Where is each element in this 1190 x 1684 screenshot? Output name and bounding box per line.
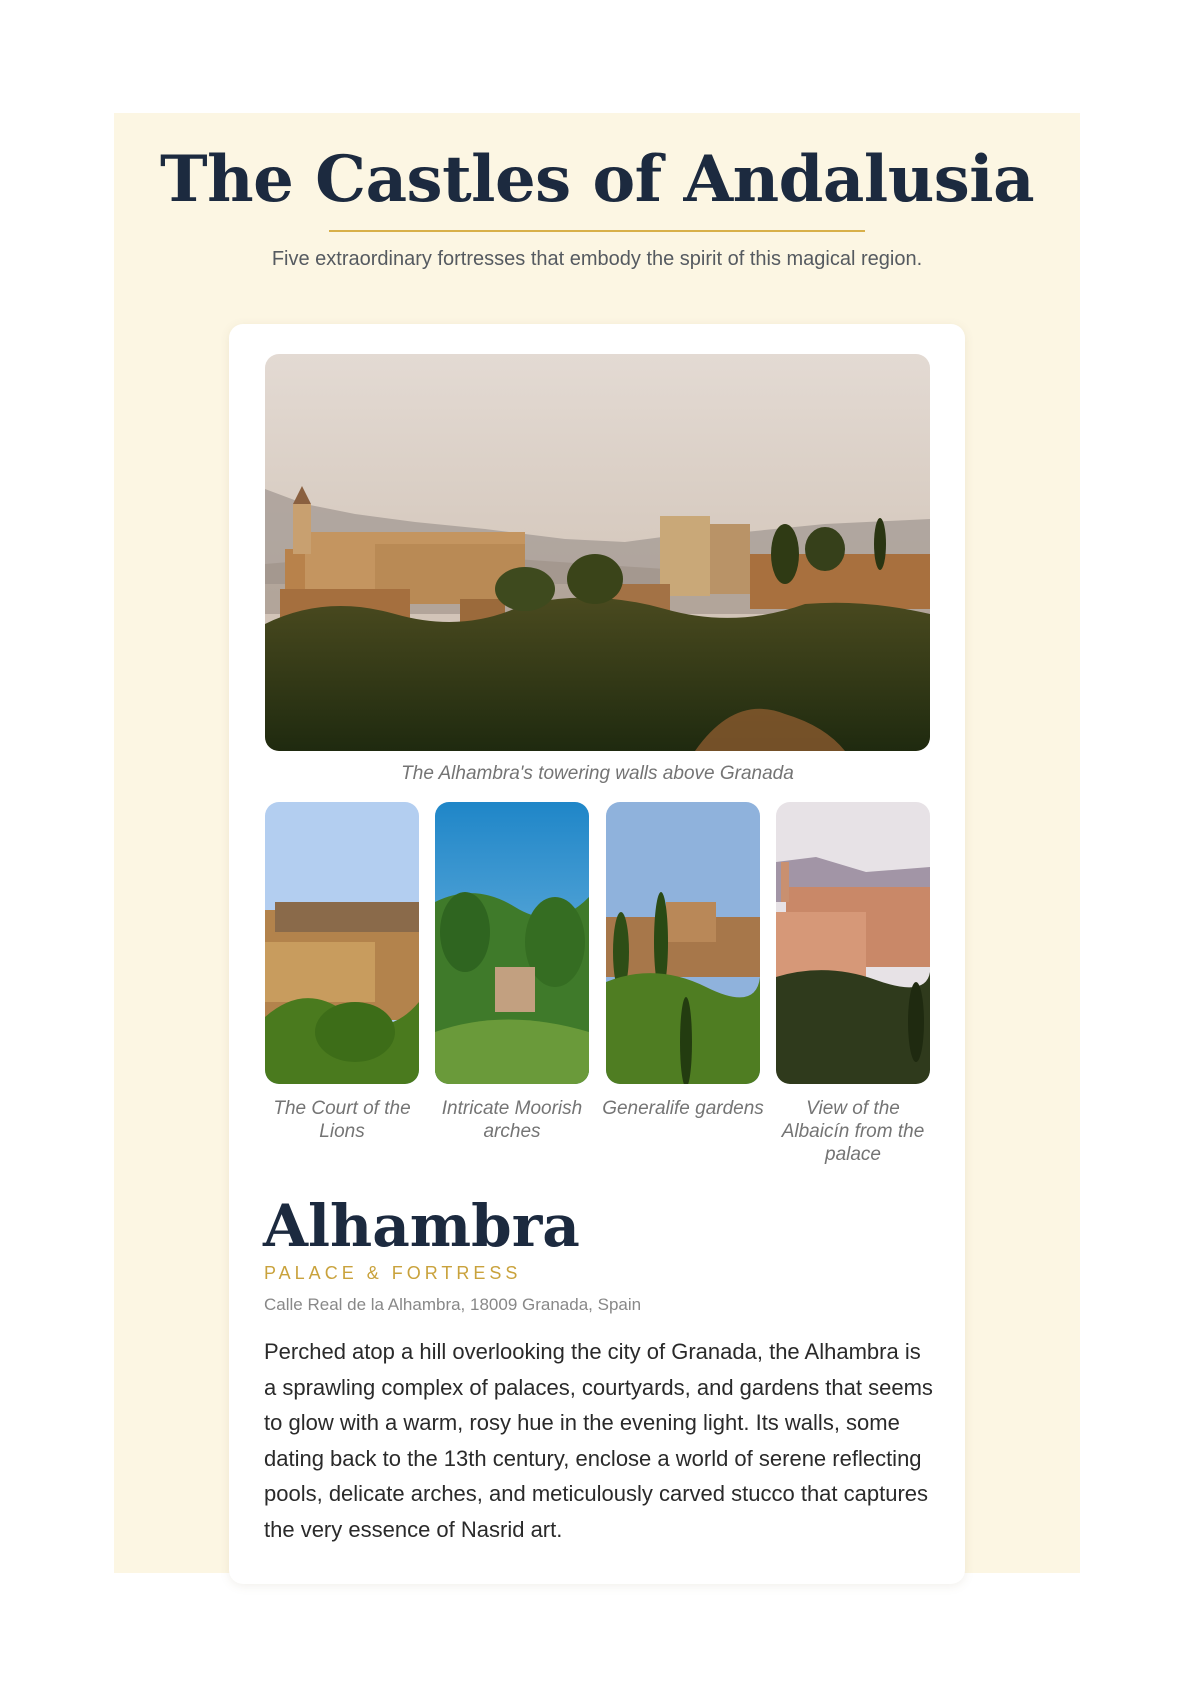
castle-type: PALACE & FORTRESS bbox=[264, 1263, 522, 1283]
hero-photo bbox=[265, 354, 930, 751]
castle-address: Calle Real de la Alhambra, 18009 Granada, Spain bbox=[264, 1295, 642, 1314]
gallery-photo-moorish-arches bbox=[435, 802, 589, 1084]
gallery-caption: Generalife gardens bbox=[602, 1098, 764, 1119]
castle-description: Perched atop a hill overlooking the city of Granada, the Alhambra is a sprawling complex of palaces, courtyards, and gardens that seems to glow with a warm, rosy hue in the evening light. Its walls, some dating back to the 13th century, enclose a world of serene reflecting pools, delicate arches, and meticulously carved stucco that captures the very essence of Nasrid art. bbox=[264, 1339, 933, 1542]
gallery-photo-generalife bbox=[606, 802, 760, 1084]
page-subtitle: Five extraordinary fortresses that embody the spirit of this magical region. bbox=[271, 248, 923, 270]
gallery-photo-albaicin-view bbox=[776, 802, 930, 1084]
hero-caption: The Alhambra's towering walls above Granada bbox=[401, 763, 794, 784]
title-divider bbox=[329, 230, 865, 232]
page-title: The Castles of Andalusia bbox=[159, 142, 1035, 217]
gallery-caption: View of the Albaicín from the palace bbox=[781, 1098, 925, 1165]
gallery-caption: Intricate Moorish arches bbox=[441, 1098, 583, 1142]
gallery-photo-court-of-lions bbox=[265, 802, 419, 1084]
castle-name: Alhambra bbox=[263, 1192, 580, 1260]
gallery-caption: The Court of the Lions bbox=[273, 1098, 411, 1142]
